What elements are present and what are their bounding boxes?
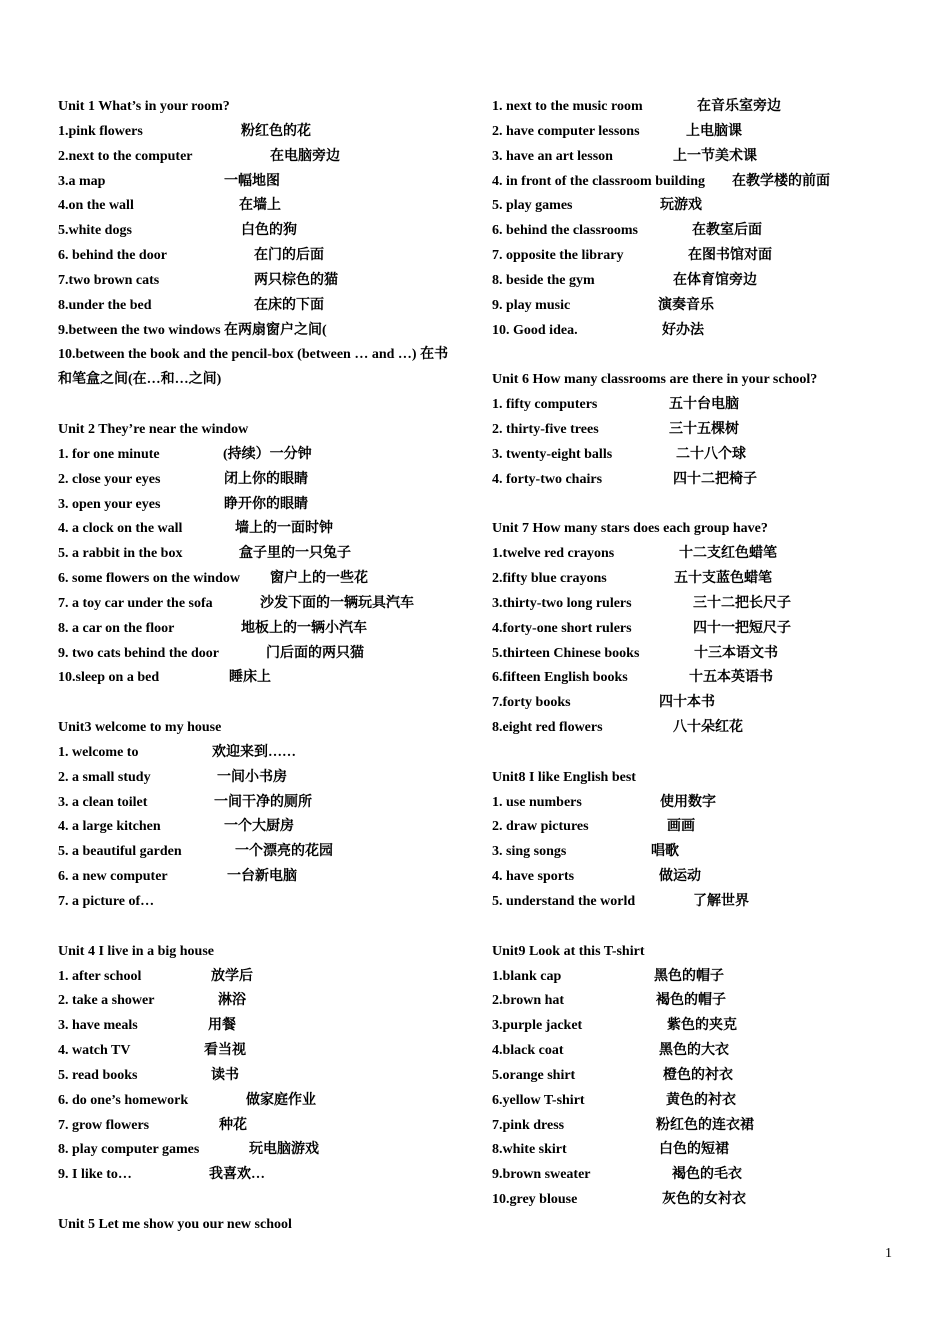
chinese-translation: 四十二把椅子 [673, 471, 757, 487]
chinese-translation: 在门的后面 [254, 248, 324, 264]
vocab-item [58, 791, 478, 816]
chinese-translation: 窗户上的一些花 [270, 571, 368, 587]
english-phrase: 2. a small study [58, 769, 151, 785]
chinese-translation: 在电脑旁边 [270, 148, 340, 164]
vocab-item [58, 219, 478, 244]
vocab-line: 10.between the book and the pencil-box (between … and …) 在书 [58, 347, 449, 363]
english-phrase: 3.a map [58, 173, 106, 189]
chinese-translation: 使用数字 [660, 794, 716, 810]
chinese-translation: 十二支红色蜡笔 [679, 546, 777, 562]
blank-line [492, 915, 912, 940]
chinese-translation: 褐色的帽子 [656, 993, 726, 1009]
chinese-translation: 黑色的大衣 [659, 1043, 729, 1059]
chinese-translation: 十三本语文书 [694, 645, 778, 661]
vocab-item [492, 170, 912, 195]
blank-line [58, 691, 478, 716]
english-phrase: 7. opposite the library [492, 248, 624, 264]
vocab-item [58, 865, 478, 890]
vocab-item [58, 766, 478, 791]
chinese-translation: 在音乐室旁边 [697, 99, 781, 114]
blank-line [492, 741, 912, 766]
page-number: 1 [885, 1246, 892, 1261]
english-phrase: 1. for one minute [58, 446, 160, 462]
chinese-translation: 做家庭作业 [246, 1092, 316, 1108]
english-phrase: 5. a rabbit in the box [58, 546, 183, 562]
english-phrase: 5. a beautiful garden [58, 844, 182, 860]
chinese-translation: 墙上的一面时钟 [235, 521, 333, 537]
english-phrase: 6. do one’s homework [58, 1092, 189, 1108]
chinese-translation: 上一节美术课 [673, 148, 757, 164]
vocab-item [492, 294, 912, 319]
vocab-item [58, 542, 478, 567]
chinese-translation: 演奏音乐 [658, 297, 714, 313]
vocab-item [492, 890, 912, 915]
chinese-translation: 粉红色的花 [241, 123, 311, 139]
vocab-item [492, 1138, 912, 1163]
chinese-translation: 黄色的衬衣 [666, 1092, 736, 1108]
english-phrase: 7. a toy car under the sofa [58, 595, 213, 611]
english-phrase: 9. play music [492, 297, 571, 313]
english-phrase: 1.pink flowers [58, 123, 143, 139]
english-phrase: 2. close your eyes [58, 471, 161, 487]
english-phrase: 8. play computer games [58, 1142, 200, 1158]
chinese-translation: 一个漂亮的花园 [235, 844, 333, 860]
chinese-translation: 了解世界 [693, 894, 749, 909]
english-phrase: 9. two cats behind the door [58, 645, 220, 661]
vocab-item [58, 1138, 478, 1163]
vocab-item [58, 194, 478, 219]
chinese-translation: 白色的短裙 [659, 1142, 729, 1158]
english-phrase: 4. have sports [492, 869, 575, 885]
chinese-translation: 用餐 [208, 1018, 236, 1034]
english-phrase: 7. grow flowers [58, 1117, 150, 1133]
vocab-item [492, 194, 912, 219]
english-phrase: 7.pink dress [492, 1117, 565, 1133]
chinese-translation: 我喜欢… [209, 1167, 265, 1183]
chinese-translation: 五十支蓝色蜡笔 [674, 571, 772, 587]
chinese-translation: 欢迎来到…… [212, 744, 296, 760]
chinese-translation: 睡床上 [229, 670, 271, 686]
english-phrase: 8. beside the gym [492, 272, 595, 288]
english-phrase: 6. behind the door [58, 248, 167, 264]
chinese-translation: 五十台电脑 [669, 397, 739, 413]
chinese-translation: 紫色的夹克 [667, 1018, 737, 1034]
english-phrase: 9.brown sweater [492, 1167, 591, 1183]
vocab-item [58, 890, 478, 915]
english-phrase: 10.grey blouse [492, 1192, 578, 1208]
english-phrase: 3. have meals [58, 1018, 138, 1034]
english-phrase: 7.forty books [492, 695, 571, 711]
vocab-item [492, 1114, 912, 1139]
vocab-item [58, 1089, 478, 1114]
english-phrase: 6.fifteen English books [492, 670, 628, 686]
vocab-item [58, 840, 478, 865]
unit-heading: Unit 6 How many classrooms are there in your school? [492, 372, 818, 388]
english-phrase: 1. fifty computers [492, 397, 598, 413]
english-phrase: 4. watch TV [58, 1043, 131, 1059]
vocab-item [492, 95, 912, 120]
right-column [492, 95, 912, 1213]
english-phrase: 4.forty-one short rulers [492, 620, 632, 636]
chinese-translation: 盒子里的一只兔子 [239, 546, 351, 562]
vocab-item [492, 393, 912, 418]
blank-line [58, 1188, 478, 1213]
english-phrase: 3.thirty-two long rulers [492, 595, 632, 611]
english-phrase: 5.thirteen Chinese books [492, 645, 640, 661]
chinese-translation: 橙色的衬衣 [663, 1067, 733, 1083]
english-phrase: 6. a new computer [58, 869, 168, 885]
chinese-translation: 放学后 [211, 968, 253, 984]
vocab-item [492, 666, 912, 691]
english-phrase: 4. forty-two chairs [492, 471, 603, 487]
vocab-item [492, 617, 912, 642]
vocab-item [492, 840, 912, 865]
english-phrase: 2. have computer lessons [492, 123, 640, 139]
chinese-translation: 褐色的毛衣 [672, 1167, 742, 1183]
english-phrase: 2.next to the computer [58, 148, 193, 164]
vocab-item [58, 1163, 478, 1188]
chinese-translation: 一间小书房 [217, 769, 287, 785]
vocab-item [58, 244, 478, 269]
vocab-line: 9.between the two windows 在两扇窗户之间( [58, 322, 327, 338]
english-phrase: 3. twenty-eight balls [492, 446, 613, 462]
chinese-translation: 灰色的女衬衣 [662, 1192, 746, 1208]
english-phrase: 5.orange shirt [492, 1067, 576, 1083]
vocab-item [58, 170, 478, 195]
unit-heading: Unit 2 They’re near the window [58, 421, 249, 437]
english-phrase: 10. Good idea. [492, 322, 578, 338]
chinese-translation: 一个大厨房 [224, 819, 294, 835]
vocab-item [492, 542, 912, 567]
english-phrase: 3. open your eyes [58, 496, 161, 512]
vocab-item [58, 965, 478, 990]
vocab-item [58, 1064, 478, 1089]
english-phrase: 1. after school [58, 968, 142, 984]
unit-heading: Unit 4 I live in a big house [58, 943, 214, 959]
chinese-translation: 看当视 [204, 1043, 246, 1059]
english-phrase: 4. a clock on the wall [58, 521, 183, 537]
chinese-translation: 两只棕色的猫 [254, 272, 338, 288]
english-phrase: 8.eight red flowers [492, 720, 603, 736]
unit-heading: Unit8 I like English best [492, 769, 636, 785]
unit-heading: Unit 1 What’s in your room? [58, 99, 230, 114]
chinese-translation: 画画 [667, 819, 695, 835]
vocab-item [492, 1089, 912, 1114]
chinese-translation: 在墙上 [239, 198, 281, 214]
english-phrase: 1.blank cap [492, 968, 562, 984]
chinese-translation: 在教学楼的前面 [732, 173, 830, 189]
vocab-item [492, 244, 912, 269]
vocab-item [492, 865, 912, 890]
chinese-translation: 上电脑课 [686, 123, 742, 139]
english-phrase: 3. sing songs [492, 844, 567, 860]
vocab-item [492, 592, 912, 617]
vocab-item [492, 145, 912, 170]
blank-line [58, 915, 478, 940]
vocab-item [492, 468, 912, 493]
english-phrase: 3.purple jacket [492, 1018, 583, 1034]
blank-line [492, 493, 912, 518]
vocab-item [492, 120, 912, 145]
vocab-item [492, 1188, 912, 1213]
vocab-item [58, 493, 478, 518]
english-phrase: 1. next to the music room [492, 99, 643, 114]
vocab-item [492, 1163, 912, 1188]
vocab-item [58, 592, 478, 617]
unit-heading: Unit 7 How many stars does each group have? [492, 521, 768, 537]
vocab-item [58, 145, 478, 170]
english-phrase: 6. some flowers on the window [58, 571, 240, 587]
chinese-translation: 闭上你的眼睛 [224, 471, 308, 487]
vocab-item [58, 567, 478, 592]
vocab-item [58, 1114, 478, 1139]
english-phrase: 4. in front of the classroom building [492, 173, 706, 189]
english-phrase: 5. understand the world [492, 894, 636, 909]
chinese-translation: 白色的狗 [241, 223, 297, 239]
vocab-item [492, 1064, 912, 1089]
chinese-translation: 门后面的两只猫 [266, 645, 364, 661]
chinese-translation: 三十二把长尺子 [693, 595, 791, 611]
vocab-item [58, 120, 478, 145]
english-phrase: 5. play games [492, 198, 573, 214]
vocab-item [492, 815, 912, 840]
chinese-translation: 沙发下面的一辆玩具汽车 [260, 595, 414, 611]
vocab-item [492, 791, 912, 816]
chinese-translation: 睁开你的眼睛 [224, 496, 308, 512]
vocab-item [58, 741, 478, 766]
chinese-translation: 四十一把短尺子 [693, 620, 791, 636]
chinese-translation: 在体育馆旁边 [673, 272, 757, 288]
chinese-translation: 玩电脑游戏 [249, 1142, 319, 1158]
chinese-translation: 种花 [219, 1117, 247, 1133]
english-phrase: 8. a car on the floor [58, 620, 175, 636]
vocab-item [492, 219, 912, 244]
vocab-item [492, 1039, 912, 1064]
vocab-item [58, 1014, 478, 1039]
chinese-translation: 二十八个球 [676, 446, 746, 462]
vocab-item [58, 989, 478, 1014]
chinese-translation: 一幅地图 [224, 173, 280, 189]
english-phrase: 2. take a shower [58, 993, 155, 1009]
vocab-item [492, 567, 912, 592]
vocab-item [492, 269, 912, 294]
english-phrase: 7. a picture of… [58, 894, 155, 909]
vocab-item [58, 666, 478, 691]
vocab-item [492, 989, 912, 1014]
vocab-item [492, 716, 912, 741]
chinese-translation: 一台新电脑 [227, 869, 297, 885]
english-phrase: 1. use numbers [492, 794, 582, 810]
chinese-translation: 在床的下面 [254, 297, 324, 313]
vocab-item [492, 1014, 912, 1039]
vocab-item [492, 319, 912, 344]
chinese-translation: 十五本英语书 [689, 670, 773, 686]
vocab-item [492, 642, 912, 667]
english-phrase: 2. thirty-five trees [492, 421, 599, 437]
vocab-item [58, 443, 478, 468]
chinese-translation: 黑色的帽子 [654, 968, 724, 984]
vocab-item [58, 468, 478, 493]
chinese-translation: 四十本书 [659, 695, 715, 711]
vocab-item [492, 965, 912, 990]
chinese-translation: 一间干净的厕所 [214, 794, 312, 810]
left-column [58, 95, 478, 1238]
english-phrase: 10.sleep on a bed [58, 670, 160, 686]
chinese-translation: 读书 [211, 1067, 239, 1083]
unit-heading: Unit 5 Let me show you our new school [58, 1216, 292, 1232]
chinese-translation: (持续）一分钟 [223, 446, 312, 462]
english-phrase: 6.yellow T-shirt [492, 1092, 585, 1108]
chinese-translation: 粉红色的连衣裙 [656, 1117, 754, 1133]
english-phrase: 4. a large kitchen [58, 819, 161, 835]
chinese-translation: 在图书馆对面 [688, 248, 772, 264]
chinese-translation: 好办法 [662, 322, 704, 338]
vocab-item [58, 1039, 478, 1064]
vocab-item [58, 815, 478, 840]
english-phrase: 4.black coat [492, 1043, 564, 1059]
blank-line [492, 343, 912, 368]
english-phrase: 7.two brown cats [58, 272, 160, 288]
english-phrase: 1. welcome to [58, 744, 139, 760]
english-phrase: 1.twelve red crayons [492, 546, 615, 562]
english-phrase: 4.on the wall [58, 198, 134, 214]
chinese-translation: 唱歌 [651, 844, 679, 860]
chinese-translation: 地板上的一辆小汽车 [241, 620, 367, 636]
english-phrase: 3. have an art lesson [492, 148, 613, 164]
vocab-item [58, 517, 478, 542]
english-phrase: 2.brown hat [492, 993, 565, 1009]
chinese-translation: 玩游戏 [660, 198, 702, 214]
vocab-item [58, 642, 478, 667]
chinese-translation: 做运动 [659, 869, 701, 885]
english-phrase: 8.white skirt [492, 1142, 567, 1158]
chinese-translation: 淋浴 [218, 993, 246, 1009]
english-phrase: 6. behind the classrooms [492, 223, 638, 239]
vocab-item [492, 443, 912, 468]
vocab-item [58, 294, 478, 319]
unit-heading: Unit3 welcome to my house [58, 720, 222, 736]
vocab-item [492, 691, 912, 716]
vocab-item [492, 418, 912, 443]
english-phrase: 5. read books [58, 1067, 138, 1083]
english-phrase: 2.fifty blue crayons [492, 571, 607, 587]
english-phrase: 5.white dogs [58, 223, 132, 239]
chinese-translation: 在教室后面 [692, 223, 762, 239]
blank-line [58, 393, 478, 418]
english-phrase: 2. draw pictures [492, 819, 589, 835]
vocab-item [58, 269, 478, 294]
vocab-item [58, 617, 478, 642]
english-phrase: 8.under the bed [58, 297, 152, 313]
chinese-translation: 八十朵红花 [673, 720, 743, 736]
english-phrase: 9. I like to… [58, 1167, 132, 1183]
vocab-line: 和笔盒之间(在…和…之间) [58, 372, 222, 388]
unit-heading: Unit9 Look at this T-shirt [492, 943, 645, 959]
english-phrase: 3. a clean toilet [58, 794, 148, 810]
chinese-translation: 三十五棵树 [669, 421, 739, 437]
